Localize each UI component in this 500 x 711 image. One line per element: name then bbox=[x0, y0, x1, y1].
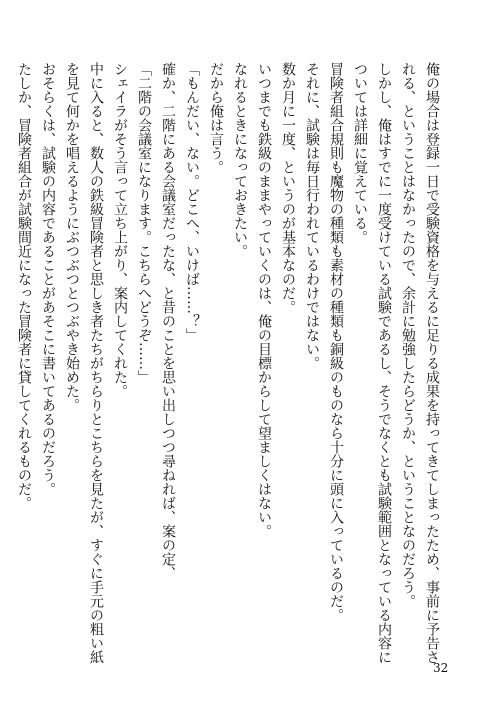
text-line: 冒険者組合規則も魔物の種類も素材の種類も銅級のものなら十分に頭に入っているのだ。 bbox=[328, 62, 344, 622]
text-line: ついては詳細に覚えている。 bbox=[352, 62, 368, 244]
text-line: 俺の場合は登録一日で受験資格を与えるに足りる成果を持ってきてしまったため、事前に予告さ bbox=[424, 62, 440, 664]
text-line: を見て何かを唱えるようにぶつぶつとつぶやき始めた。 bbox=[64, 62, 80, 412]
text-line: なれるときになっておきたい。 bbox=[232, 62, 248, 258]
dialogue-line: 「もんだい、ない。どこへ、いけば……？」 bbox=[184, 62, 200, 342]
text-line: れる、ということはなかったので、余計に勉強したらどうか、ということなのだろう。 bbox=[400, 62, 416, 608]
text-line: おそらくは、試験の内容であることがあそこに書いてあるのだろう。 bbox=[40, 62, 56, 496]
text-line: だから俺は言う。 bbox=[208, 62, 224, 174]
dialogue-line: 「二階の会議室になります。こちらへどうぞ……」 bbox=[136, 62, 152, 384]
text-line: それに、試験は毎日行われているわけではない。 bbox=[304, 62, 320, 370]
text-line: 中に入ると、数人の鉄級冒険者と思しき者たちがちらりとこちらを見たが、すぐに手元の粗い紙 bbox=[88, 62, 104, 664]
text-line: しかし、俺はすでに一度受けている試験であるし、そうでなくとも試験範囲となっている内容に bbox=[376, 62, 392, 664]
text-line: シェイラがそう言って立ち上がり、案内してくれた。 bbox=[112, 62, 128, 398]
page-number: 32 bbox=[433, 661, 449, 675]
text-line: 確か、二階にある会議室だったな、と昔のことを思い出しつつ尋ねれば、案の定、 bbox=[160, 62, 176, 580]
text-line: いつまでも鉄級のままやっていくのは、俺の目標からして望ましくはない。 bbox=[256, 62, 272, 538]
text-line: たしか、冒険者組合が試験間近になった冒険者に貸してくれるものだ。 bbox=[16, 62, 32, 510]
text-line: 数か月に一度、というのが基本なのだ。 bbox=[280, 62, 296, 314]
vertical-text-body bbox=[12, 62, 444, 664]
